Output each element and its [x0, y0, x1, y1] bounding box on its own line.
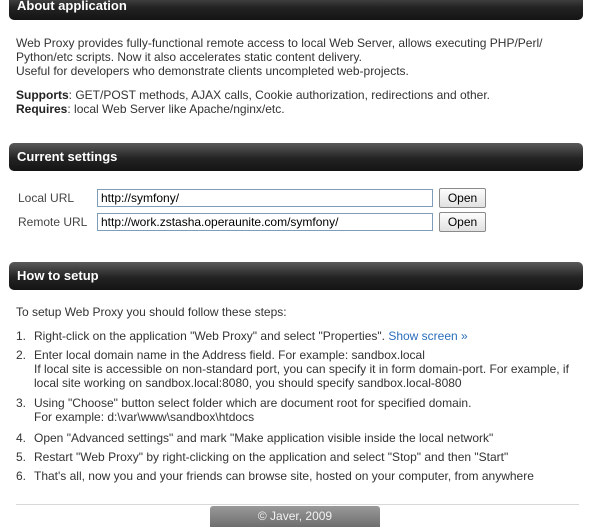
step-2-number: 2.: [16, 348, 27, 362]
footer-copyright: © Javer, 2009: [210, 506, 380, 527]
local-url-label: Local URL: [18, 191, 75, 205]
requires-text: : local Web Server like Apache/nginx/etc.: [67, 102, 285, 116]
remote-url-label: Remote URL: [18, 215, 88, 229]
step-5-number: 5.: [16, 450, 27, 464]
about-heading: [9, 0, 583, 20]
setup-intro: To setup Web Proxy you should follow these steps:: [16, 305, 287, 319]
step-3-number: 3.: [16, 396, 27, 410]
step-1: [34, 329, 584, 343]
requires-label: Requires: [16, 102, 68, 116]
about-desc-line3: Useful for developers who demonstrate clients uncompleted web-projects.: [16, 64, 409, 78]
step-1-text: Right-click on the application "Web Proxy" and select "Properties".: [34, 329, 385, 343]
step-5-text: Restart "Web Proxy" by right-clicking on the application and select "Stop" and then "Start": [34, 450, 509, 464]
step-2: [34, 348, 584, 390]
settings-heading-text: Current settings: [17, 149, 118, 164]
setup-heading-text: How to setup: [17, 268, 99, 283]
about-desc-line2: Python/etc scripts. Now it also accelerates static content delivery.: [16, 50, 362, 64]
show-screen-link[interactable]: Show screen »: [388, 329, 468, 343]
step-6-number: 6.: [16, 469, 27, 483]
step-3: [34, 396, 584, 424]
setup-heading: [9, 262, 583, 290]
step-1-number: 1.: [16, 329, 27, 343]
step-2-line2: If local site is accessible on non-standard port, you can specify it in form domain-port. For example, if: [34, 362, 569, 376]
step-6-text: That's all, now you and your friends can browse site, hosted on your computer, from anywhere: [34, 469, 534, 483]
about-description: [16, 36, 581, 78]
about-supports: [16, 88, 581, 116]
step-4-number: 4.: [16, 431, 27, 445]
local-open-button[interactable]: Open: [439, 188, 486, 208]
step-3-line2: For example: d:\var\www\sandbox\htdocs: [34, 410, 255, 424]
step-2-line1: Enter local domain name in the Address field. For example: sandbox.local: [34, 348, 425, 362]
step-2-line3: local site working on sandbox.local:8080, you should specify sandbox.local-8080: [34, 376, 462, 390]
supports-text: : GET/POST methods, AJAX calls, Cookie authorization, redirections and other.: [68, 88, 490, 102]
about-heading-text: About application: [17, 0, 127, 13]
local-url-input[interactable]: [97, 189, 433, 207]
step-3-line1: Using "Choose" button select folder which are document root for specified domain.: [34, 396, 472, 410]
supports-label: Supports: [16, 88, 69, 102]
about-desc-line1: Web Proxy provides fully-functional remote access to local Web Server, allows executing PHP/Perl/: [16, 36, 543, 50]
footer-divider: [16, 504, 579, 505]
remote-open-button[interactable]: Open: [439, 212, 486, 232]
settings-heading: [9, 143, 583, 171]
step-4-text: Open "Advanced settings" and mark "Make application visible inside the local network": [34, 431, 494, 445]
remote-url-input[interactable]: [97, 213, 433, 231]
